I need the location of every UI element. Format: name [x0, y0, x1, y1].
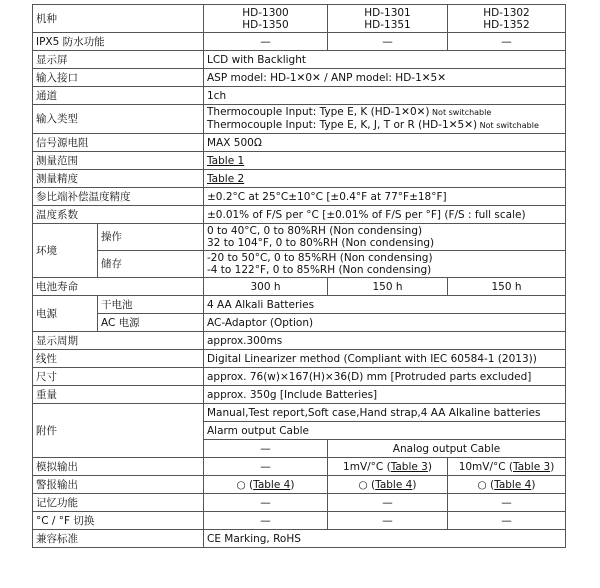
- environment-label: 环境: [33, 224, 98, 278]
- size-label: 尺寸: [33, 368, 204, 386]
- accuracy-label: 测量精度: [33, 170, 204, 188]
- operating-value: 0 to 40°C, 0 to 80%RH (Non condensing) 32 to 104°F, 0 to 80%RH (Non condensing): [204, 224, 566, 251]
- row-display: [33, 51, 566, 69]
- row-battery-life: [33, 278, 566, 296]
- ac-power-value: AC-Adaptor (Option): [204, 314, 566, 332]
- memory-label: 记忆功能: [33, 494, 204, 512]
- cjc-label: 参比端补偿温度精度: [33, 188, 204, 206]
- unit-switch-label: °C / °F 切换: [33, 512, 204, 530]
- accessories-line-1: Manual,Test report,Soft case,Hand strap,4 AA Alkaline batteries: [204, 404, 566, 422]
- analog-out-col3: 10mV/°C (Table 3): [448, 458, 566, 476]
- analog-out-label: 模拟输出: [33, 458, 204, 476]
- temp-coeff-label: 温度系数: [33, 206, 204, 224]
- model-label: 机种: [33, 5, 204, 33]
- input-type-label: 输入类型: [33, 105, 204, 134]
- range-label: 测量范围: [33, 152, 204, 170]
- row-weight: [33, 386, 566, 404]
- row-power-dry: [33, 296, 566, 314]
- range-value: [204, 152, 566, 170]
- row-cjc: [33, 188, 566, 206]
- row-model: [33, 5, 566, 33]
- operating-label: 操作: [98, 224, 204, 251]
- ac-power-label: AC 电源: [98, 314, 204, 332]
- row-env-operating: [33, 224, 566, 251]
- cycle-value: approx.300ms: [204, 332, 566, 350]
- accuracy-value: [204, 170, 566, 188]
- memory-value: —: [448, 494, 566, 512]
- row-size: [33, 368, 566, 386]
- table-3-link[interactable]: Table 3: [390, 460, 428, 473]
- compliance-label: 兼容标准: [33, 530, 204, 548]
- model-2: HD-1301 HD-1351: [328, 5, 448, 33]
- row-range: [33, 152, 566, 170]
- row-input-type: [33, 105, 566, 134]
- table-1-link[interactable]: Table 1: [207, 154, 245, 167]
- alarm-out-col1: ○ (Table 4): [204, 476, 328, 494]
- row-input-port: [33, 69, 566, 87]
- linearity-value: Digital Linearizer method (Compliant with IEC 60584-1 (2013)): [204, 350, 566, 368]
- input-port-label: 输入接口: [33, 69, 204, 87]
- unit-switch-value: —: [448, 512, 566, 530]
- unit-switch-value: —: [328, 512, 448, 530]
- row-compliance: [33, 530, 566, 548]
- ipx5-value: —: [448, 33, 566, 51]
- alarm-out-col2: ○ (Table 4): [328, 476, 448, 494]
- row-accessories-1: [33, 404, 566, 422]
- battery-life-value: 150 h: [448, 278, 566, 296]
- table-3-link[interactable]: Table 3: [513, 460, 551, 473]
- cjc-value: ±0.2°C at 25°C±10°C [±0.4°F at 77°F±18°F]: [204, 188, 566, 206]
- accessories-col1: —: [204, 440, 328, 458]
- weight-value: approx. 350g [Include Batteries]: [204, 386, 566, 404]
- dry-battery-label: 干电池: [98, 296, 204, 314]
- storage-label: 储存: [98, 251, 204, 278]
- size-value: approx. 76(w)×167(H)×36(D) mm [Protruded parts excluded]: [204, 368, 566, 386]
- battery-life-label: 电池寿命: [33, 278, 204, 296]
- power-label: 电源: [33, 296, 98, 332]
- storage-value: -20 to 50°C, 0 to 85%RH (Non condensing) -4 to 122°F, 0 to 85%RH (Non condensing): [204, 251, 566, 278]
- ipx5-value: —: [204, 33, 328, 51]
- battery-life-value: 150 h: [328, 278, 448, 296]
- row-channel: [33, 87, 566, 105]
- analog-out-col2: 1mV/°C (Table 3): [328, 458, 448, 476]
- row-source-resistance: [33, 134, 566, 152]
- ipx5-label: IPX5 防水功能: [33, 33, 204, 51]
- alarm-out-col3: ○ (Table 4): [448, 476, 566, 494]
- row-ipx5: [33, 33, 566, 51]
- row-analog-out: [33, 458, 566, 476]
- accessories-line-2: Alarm output Cable: [204, 422, 566, 440]
- memory-value: —: [204, 494, 328, 512]
- row-alarm-out: [33, 476, 566, 494]
- display-value: LCD with Backlight: [204, 51, 566, 69]
- row-memory: [33, 494, 566, 512]
- table-4-link[interactable]: Table 4: [494, 478, 532, 491]
- input-type-value: Thermocouple Input: Type E, K (HD-1✕0✕) Not switchable Thermocouple Input: Type E, K, J, T or R (HD-1✕5✕) Not switchable: [204, 105, 566, 134]
- unit-switch-value: —: [204, 512, 328, 530]
- channel-label: 通道: [33, 87, 204, 105]
- weight-label: 重量: [33, 386, 204, 404]
- table-4-link[interactable]: Table 4: [375, 478, 413, 491]
- row-temp-coeff: [33, 206, 566, 224]
- table-4-link[interactable]: Table 4: [253, 478, 291, 491]
- source-res-value: MAX 500Ω: [204, 134, 566, 152]
- accessories-analog-cable: Analog output Cable: [328, 440, 566, 458]
- model-3: HD-1302 HD-1352: [448, 5, 566, 33]
- accessories-label: 附件: [33, 404, 204, 458]
- memory-value: —: [328, 494, 448, 512]
- analog-out-col1: —: [204, 458, 328, 476]
- alarm-out-label: 警报输出: [33, 476, 204, 494]
- source-res-label: 信号源电阻: [33, 134, 204, 152]
- row-linearity: [33, 350, 566, 368]
- temp-coeff-value: ±0.01% of F/S per °C [±0.01% of F/S per °F] (F/S : full scale): [204, 206, 566, 224]
- cycle-label: 显示周期: [33, 332, 204, 350]
- battery-life-value: 300 h: [204, 278, 328, 296]
- compliance-value: CE Marking, RoHS: [204, 530, 566, 548]
- table-2-link[interactable]: Table 2: [207, 172, 245, 185]
- row-power-ac: [33, 314, 566, 332]
- row-accuracy: [33, 170, 566, 188]
- channel-value: 1ch: [204, 87, 566, 105]
- ipx5-value: —: [328, 33, 448, 51]
- input-port-value: ASP model: HD-1✕0✕ / ANP model: HD-1✕5✕: [204, 69, 566, 87]
- display-label: 显示屏: [33, 51, 204, 69]
- model-1: HD-1300 HD-1350: [204, 5, 328, 33]
- spec-table: [32, 4, 566, 548]
- linearity-label: 线性: [33, 350, 204, 368]
- row-env-storage: [33, 251, 566, 278]
- row-cycle: [33, 332, 566, 350]
- dry-battery-value: 4 AA Alkali Batteries: [204, 296, 566, 314]
- row-unit-switch: [33, 512, 566, 530]
